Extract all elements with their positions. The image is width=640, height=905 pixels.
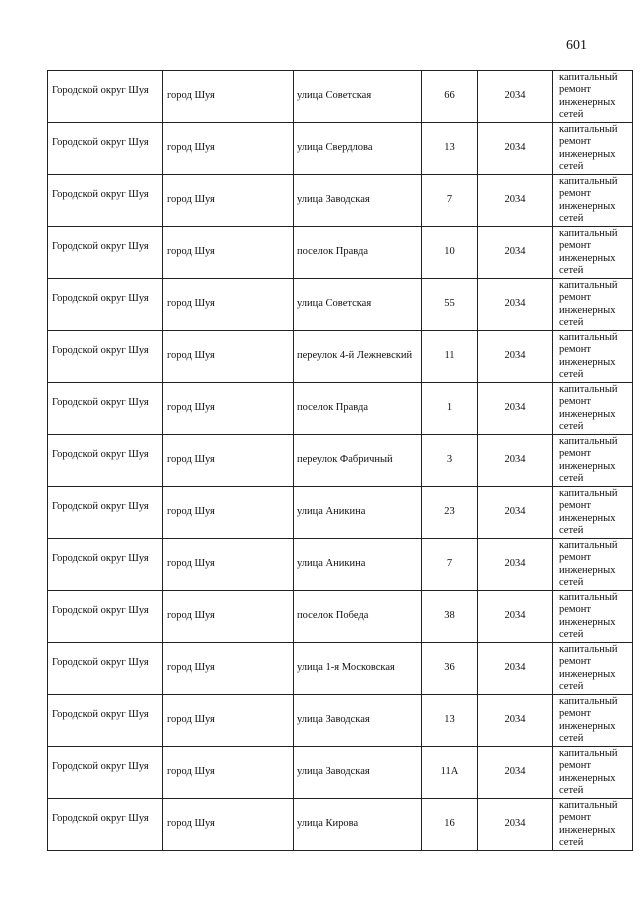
cell-house-number: 11А [422,747,478,799]
table-row [48,71,633,123]
cell-year: 2034 [478,123,553,175]
cell-work-type: капитальный ремонт инженерных сетей [553,175,633,227]
table-row [48,695,633,747]
cell-okrug: Городской округ Шуя [48,227,163,279]
cell-year: 2034 [478,435,553,487]
cell-house-number: 11 [422,331,478,383]
cell-street: улица Аникина [294,487,422,539]
cell-year: 2034 [478,539,553,591]
cell-house-number: 13 [422,123,478,175]
table-row [48,175,633,227]
cell-city: город Шуя [163,695,294,747]
cell-house-number: 38 [422,591,478,643]
cell-year: 2034 [478,643,553,695]
cell-work-type: капитальный ремонт инженерных сетей [553,695,633,747]
cell-house-number: 55 [422,279,478,331]
cell-street: переулок 4-й Лежневский [294,331,422,383]
table-row [48,799,633,851]
cell-year: 2034 [478,591,553,643]
cell-work-type: капитальный ремонт инженерных сетей [553,71,633,123]
cell-work-type: капитальный ремонт инженерных сетей [553,279,633,331]
cell-work-type: капитальный ремонт инженерных сетей [553,539,633,591]
cell-okrug: Городской округ Шуя [48,71,163,123]
table-row [48,591,633,643]
cell-street: улица Аникина [294,539,422,591]
cell-street: поселок Правда [294,383,422,435]
cell-work-type: капитальный ремонт инженерных сетей [553,435,633,487]
cell-okrug: Городской округ Шуя [48,123,163,175]
cell-okrug: Городской округ Шуя [48,279,163,331]
repair-schedule-table [47,70,633,851]
cell-street: поселок Победа [294,591,422,643]
cell-street: переулок Фабричный [294,435,422,487]
cell-city: город Шуя [163,539,294,591]
cell-house-number: 3 [422,435,478,487]
cell-okrug: Городской округ Шуя [48,175,163,227]
cell-work-type: капитальный ремонт инженерных сетей [553,591,633,643]
cell-house-number: 13 [422,695,478,747]
cell-city: город Шуя [163,799,294,851]
cell-house-number: 36 [422,643,478,695]
table-row [48,747,633,799]
cell-city: город Шуя [163,71,294,123]
cell-house-number: 1 [422,383,478,435]
table-row [48,227,633,279]
cell-street: улица Заводская [294,175,422,227]
cell-okrug: Городской округ Шуя [48,591,163,643]
cell-street: улица Заводская [294,747,422,799]
cell-street: улица Кирова [294,799,422,851]
cell-year: 2034 [478,175,553,227]
cell-street: улица Заводская [294,695,422,747]
cell-work-type: капитальный ремонт инженерных сетей [553,747,633,799]
table-row [48,331,633,383]
cell-work-type: капитальный ремонт инженерных сетей [553,799,633,851]
table-row [48,643,633,695]
cell-work-type: капитальный ремонт инженерных сетей [553,123,633,175]
cell-okrug: Городской округ Шуя [48,799,163,851]
cell-year: 2034 [478,695,553,747]
cell-work-type: капитальный ремонт инженерных сетей [553,643,633,695]
cell-city: город Шуя [163,643,294,695]
cell-city: город Шуя [163,435,294,487]
cell-city: город Шуя [163,383,294,435]
cell-city: город Шуя [163,487,294,539]
cell-year: 2034 [478,331,553,383]
table-row [48,539,633,591]
cell-okrug: Городской округ Шуя [48,643,163,695]
cell-city: город Шуя [163,175,294,227]
cell-house-number: 23 [422,487,478,539]
cell-city: город Шуя [163,279,294,331]
cell-city: город Шуя [163,591,294,643]
cell-work-type: капитальный ремонт инженерных сетей [553,331,633,383]
table-row [48,279,633,331]
cell-work-type: капитальный ремонт инженерных сетей [553,383,633,435]
cell-street: улица Свердлова [294,123,422,175]
cell-okrug: Городской округ Шуя [48,331,163,383]
cell-street: поселок Правда [294,227,422,279]
cell-street: улица 1-я Московская [294,643,422,695]
cell-work-type: капитальный ремонт инженерных сетей [553,487,633,539]
cell-house-number: 7 [422,539,478,591]
table-row [48,383,633,435]
cell-work-type: капитальный ремонт инженерных сетей [553,227,633,279]
cell-house-number: 7 [422,175,478,227]
cell-year: 2034 [478,799,553,851]
cell-okrug: Городской округ Шуя [48,435,163,487]
table-body [48,71,633,851]
cell-okrug: Городской округ Шуя [48,383,163,435]
cell-year: 2034 [478,383,553,435]
cell-year: 2034 [478,279,553,331]
cell-street: улица Советская [294,279,422,331]
cell-year: 2034 [478,227,553,279]
cell-okrug: Городской округ Шуя [48,747,163,799]
cell-city: город Шуя [163,227,294,279]
cell-street: улица Советская [294,71,422,123]
cell-year: 2034 [478,747,553,799]
table-row [48,435,633,487]
cell-year: 2034 [478,487,553,539]
cell-okrug: Городской округ Шуя [48,487,163,539]
cell-okrug: Городской округ Шуя [48,695,163,747]
cell-city: город Шуя [163,331,294,383]
page-number: 601 [566,38,587,53]
cell-city: город Шуя [163,747,294,799]
cell-city: город Шуя [163,123,294,175]
cell-house-number: 66 [422,71,478,123]
cell-year: 2034 [478,71,553,123]
table-row [48,487,633,539]
cell-okrug: Городской округ Шуя [48,539,163,591]
cell-house-number: 10 [422,227,478,279]
cell-house-number: 16 [422,799,478,851]
table-row [48,123,633,175]
